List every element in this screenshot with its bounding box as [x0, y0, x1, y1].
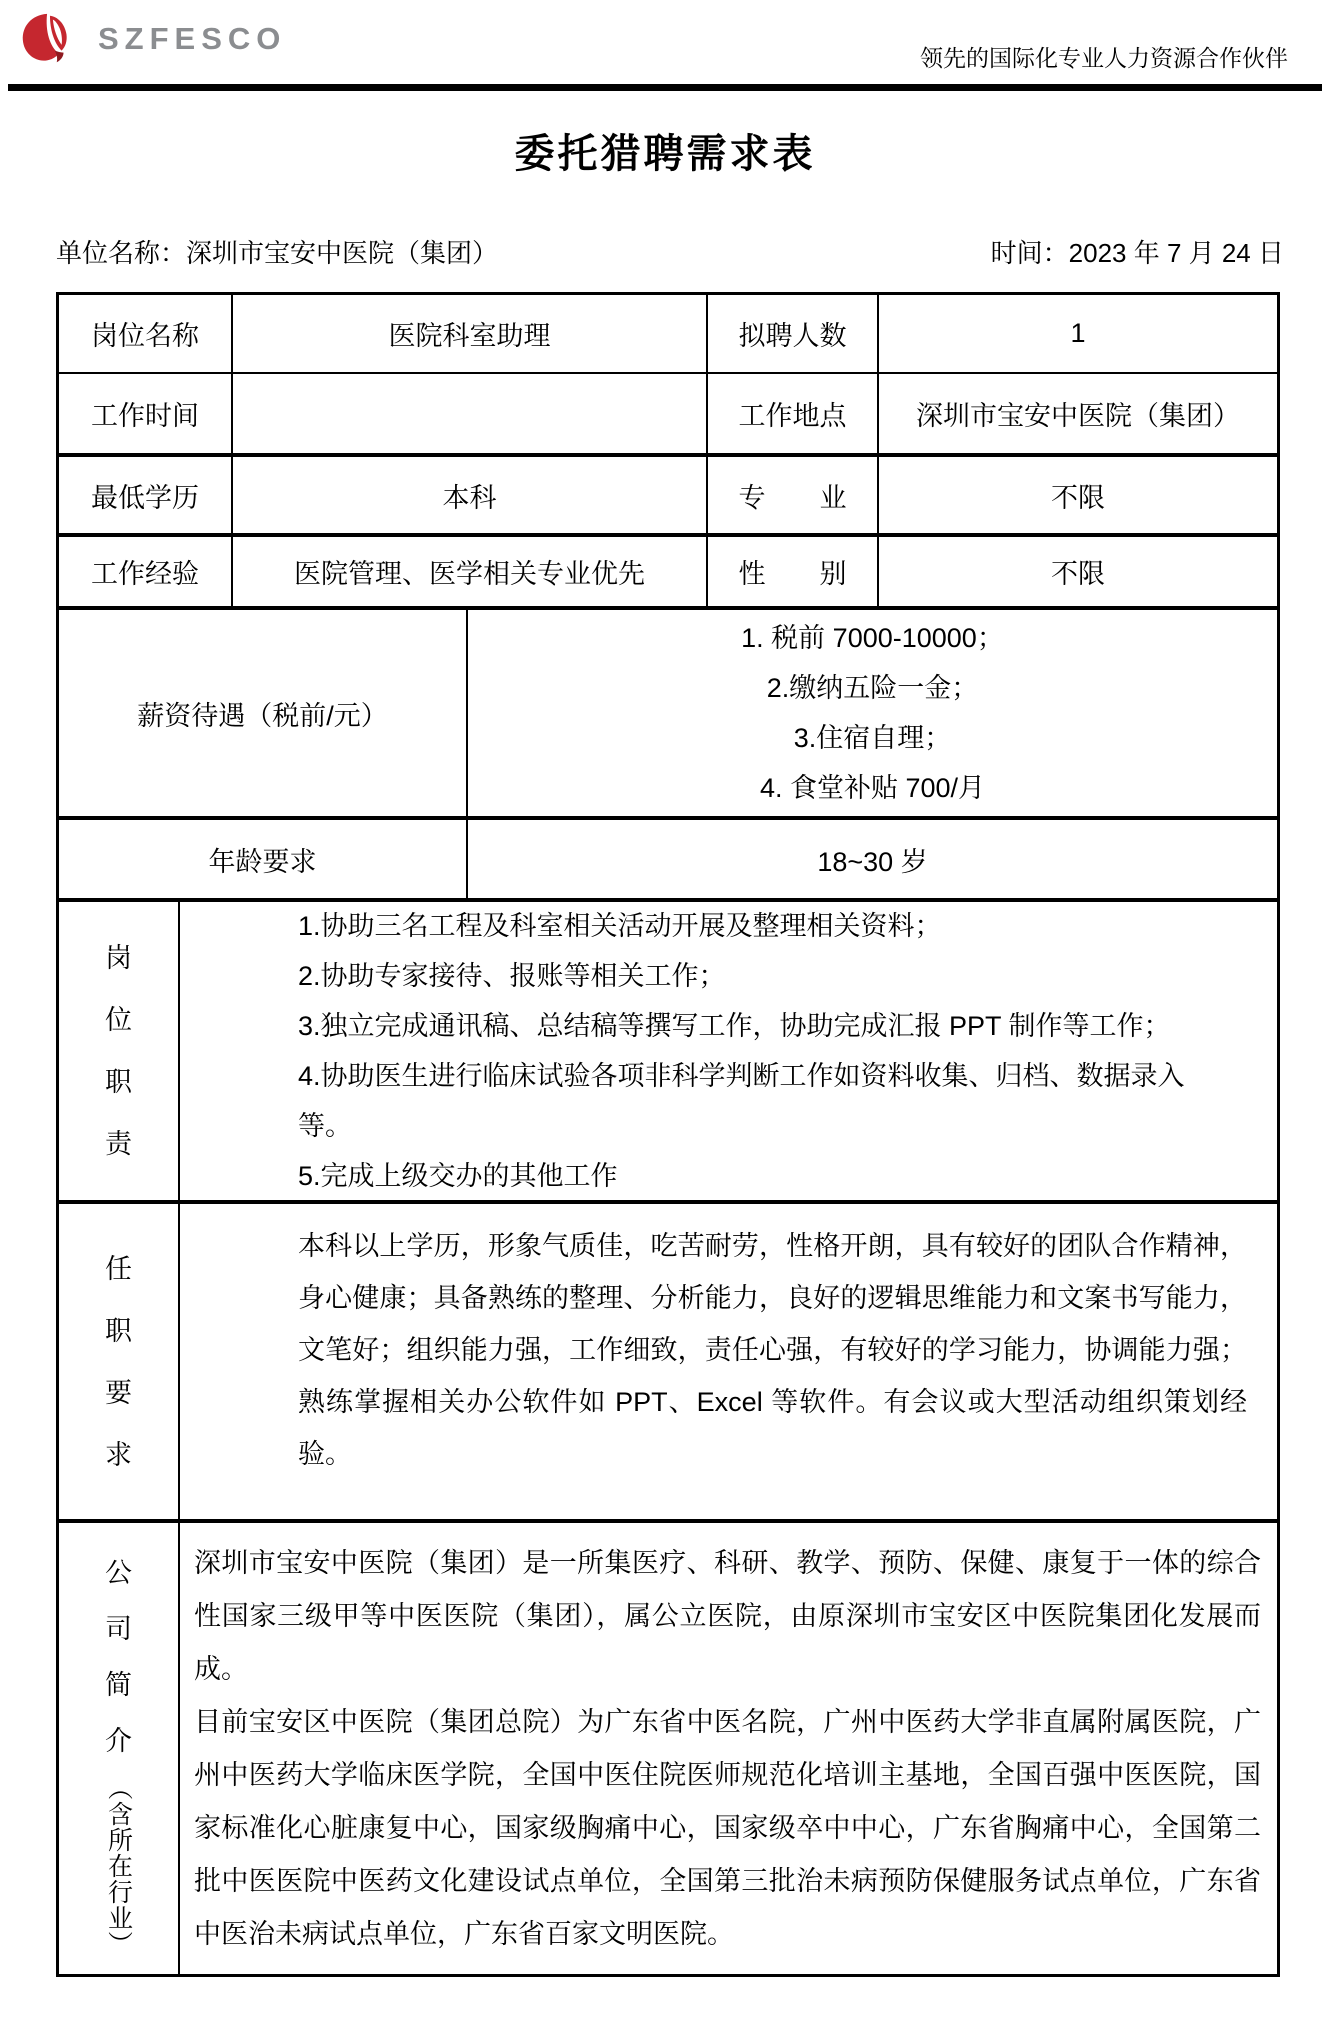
company-name-label: 单位名称： [56, 238, 187, 268]
row-duties [59, 898, 1277, 1200]
row-age [59, 816, 1277, 898]
logo-flame-icon [18, 8, 80, 70]
date-value: 2023 年 7 月 24 日 [1068, 238, 1284, 268]
requirements-label [59, 1204, 180, 1519]
headcount-value: 1 [1070, 318, 1086, 348]
salary-label: 薪资待遇（税前/元） [59, 610, 468, 816]
requirements-value [180, 1204, 1277, 1519]
date-label: 时间： [990, 238, 1069, 268]
salary-line: 3.住宿自理； [793, 723, 952, 753]
company-name-value: 深圳市宝安中医院（集团） [186, 238, 499, 268]
duties-value [180, 902, 1277, 1200]
position-name-value: 医院科室助理 [233, 295, 708, 372]
duty-line: 等。 [298, 1111, 352, 1141]
duty-line: 2.协助专家接待、报账等相关工作； [298, 961, 726, 991]
salary-value [468, 610, 1277, 816]
logo-text: SZFESCO [98, 21, 287, 56]
company-profile-value [180, 1523, 1277, 1974]
form-date [991, 233, 1284, 270]
row-requirements [59, 1200, 1277, 1519]
requisition-table [56, 292, 1280, 1977]
duty-line: 3.独立完成通讯稿、总结稿等撰写工作，协助完成汇报 PPT 制作等工作； [298, 1011, 1171, 1041]
profile-label-char: 介 [105, 1725, 132, 1756]
profile-label-char: 司 [105, 1613, 132, 1644]
duty-line: 4.协助医生进行临床试验各项非科学判断工作如资料收集、归档、数据录入 [298, 1061, 1185, 1091]
company-logo [18, 8, 286, 70]
duties-label-char: 责 [105, 1129, 132, 1159]
page-title: 委托猎聘需求表 [514, 132, 816, 176]
duty-line: 5.完成上级交办的其他工作 [298, 1161, 618, 1191]
education-value: 本科 [233, 457, 708, 533]
requirements-label-char: 求 [105, 1439, 132, 1470]
requirements-paragraph: 本科以上学历，形象气质佳，吃苦耐劳，性格开朗，具有较好的团队合作精神，身心健康；具备熟练的整理、分析能力，良好的逻辑思维能力和文案书写能力，文笔好；组织能力强，工作细致，责任心强，有较好的学习能力，协调能力强；熟练掌握相关办公软件如 PPT、Excel 等软件。有会议或大型活动组织策划经验。 [298, 1230, 1247, 1469]
experience-label: 工作经验 [59, 537, 233, 606]
row-experience [59, 533, 1277, 606]
row-salary [59, 606, 1277, 816]
duties-label-char: 岗 [105, 943, 132, 973]
salary-line: 4. 食堂补贴 700/月 [759, 773, 986, 803]
work-time-value [233, 374, 708, 453]
work-place-label: 工作地点 [708, 374, 879, 453]
company-profile-label [59, 1523, 180, 1974]
work-place-value: 深圳市宝安中医院（集团） [916, 401, 1240, 431]
salary-line: 1. 税前 7000-10000； [741, 623, 1004, 653]
experience-value: 医院管理、医学相关专业优先 [233, 537, 708, 606]
meta-row [56, 233, 1284, 270]
age-label: 年龄要求 [59, 820, 468, 898]
row-worktime [59, 372, 1277, 453]
requirements-label-char: 职 [105, 1315, 132, 1346]
gender-label: 性 别 [708, 537, 879, 606]
profile-paragraph: 目前宝安区中医院（集团总院）为广东省中医名院，广州中医药大学非直属附属医院，广州中医药大学临床医学院，全国中医住院医师规范化培训主基地，全国百强中医医院，国家标准化心脏康复中心，国家级胸痛中心，国家级卒中中心，广东省胸痛中心，全国第二批中医医院中医药文化建设试点单位，全国第三批治未病预防保健服务试点单位，广东省中医治未病试点单位，广东省百家文明医院。 [194, 1706, 1261, 1949]
gender-value: 不限 [1051, 559, 1105, 589]
header-tagline: 领先的国际化专业人力资源合作伙伴 [920, 45, 1288, 71]
profile-label-sub: （含所在行业） [104, 1774, 133, 1957]
row-education [59, 453, 1277, 533]
duties-label-char: 位 [105, 1005, 132, 1035]
requirements-label-char: 任 [105, 1253, 132, 1284]
education-label: 最低学历 [59, 457, 233, 533]
row-position [59, 295, 1277, 372]
duty-line: 1.协助三名工程及科室相关活动开展及整理相关资料； [298, 911, 942, 941]
profile-label-char: 公 [105, 1557, 132, 1588]
salary-line: 2.缴纳五险一金； [766, 673, 979, 703]
requirements-label-char: 要 [105, 1377, 132, 1408]
age-value: 18~30 岁 [817, 846, 928, 877]
major-value: 不限 [1051, 482, 1105, 513]
header-divider [8, 84, 1322, 91]
duties-label [59, 902, 180, 1200]
company-name [56, 233, 498, 270]
row-company-profile [59, 1519, 1277, 1974]
work-time-label: 工作时间 [59, 374, 233, 453]
headcount-label: 拟聘人数 [708, 295, 879, 372]
major-label: 专 业 [708, 457, 879, 533]
duties-label-char: 职 [105, 1067, 132, 1097]
profile-label-char: 简 [105, 1669, 132, 1700]
position-name-label: 岗位名称 [59, 295, 233, 372]
profile-paragraph: 深圳市宝安中医院（集团）是一所集医疗、科研、教学、预防、保健、康复于一体的综合性国家三级甲等中医医院（集团），属公立医院，由原深圳市宝安区中医院集团化发展而成。 [194, 1547, 1261, 1684]
